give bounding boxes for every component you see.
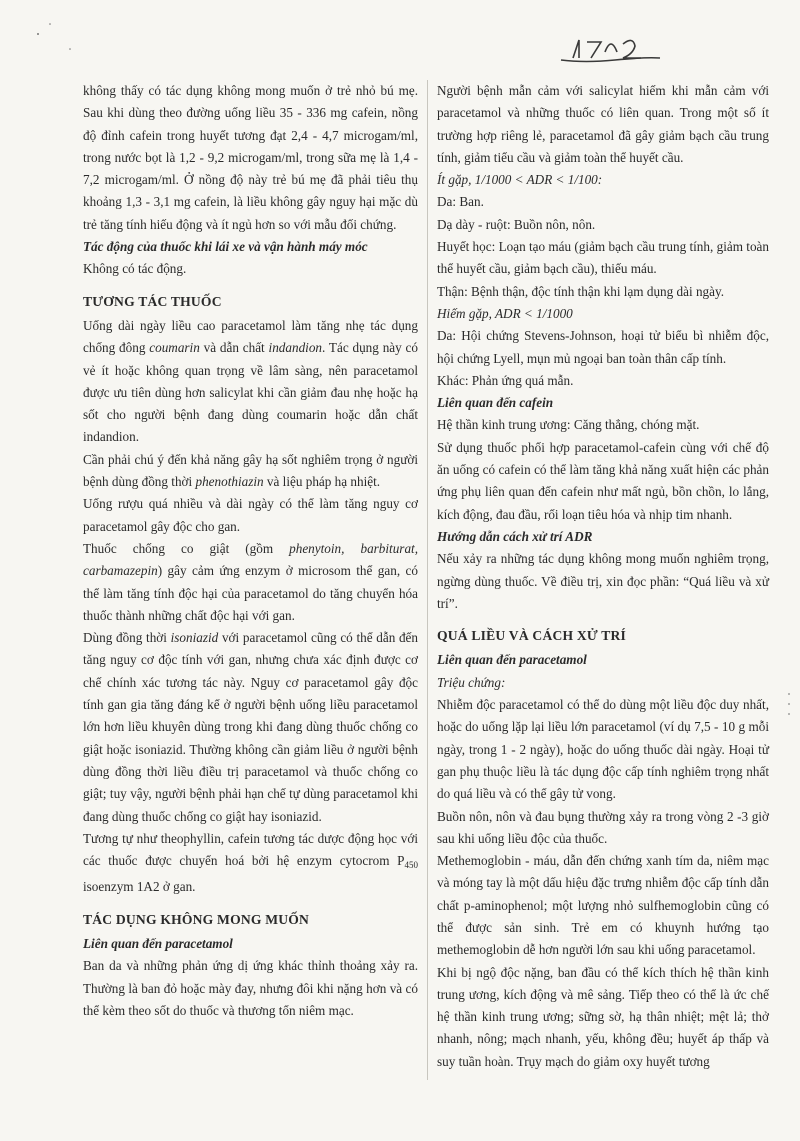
interaction-alcohol: Uống rượu quá nhiều và dài ngày có thể làm tăng nguy cơ paracetamol gây độc cho gan. (83, 496, 418, 534)
overdose-p4: Khi bị ngộ độc nặng, ban đầu có thể kích thích hệ thần kinh trung ương, kích động và mê sảng. Tiếp theo có thể là ức chế hệ thần kinh trung ương; sững sờ, hạ thân nhiệt; mệt lả; thở nhanh, nông; mạch nhanh, yếu, không đều; huyết áp thấp và suy tuần hoàn. Trụy mạch do giảm oxy huyết tương (437, 964, 769, 1069)
driving-text: Không có tác động. (83, 261, 187, 277)
right-column (437, 80, 769, 1073)
uncommon-skin: Da: Ban. (437, 194, 484, 210)
caffeine-cns: Hệ thần kinh trung ương: Căng thẳng, chóng mặt. (437, 417, 700, 433)
caffeine-combination: Sử dụng thuốc phối hợp paracetamol-cafein cùng với chế độ ăn uống có cafein có thể làm tăng khả năng xuất hiện các phản ứng phụ liên quan đến cafein như mất ngủ, bồn chồn, lo lắng, kích động, đau đầu, rối loạn tiêu hóa và nhịp tim nhanh. (437, 439, 769, 522)
rare-heading: Hiếm gặp, ADR < 1/1000 (437, 305, 573, 321)
interaction-caffeine: Tương tự như theophyllin, cafein tương tác dược động học với các thuốc được chuyển hoá bởi hệ enzym cytocrom $P_{450}$ isoenzym 1A2 ở gan. (83, 830, 418, 895)
interaction-phenothiazin: Cần phải chú ý đến khả năng gây hạ sốt nghiêm trọng ở người bệnh dùng đồng thời phenothiazin và liệu pháp hạ nhiệt. (83, 451, 418, 490)
adverse-effects-heading: TÁC DỤNG KHÔNG MONG MUỐN (83, 911, 310, 927)
handwritten-mark-icon (555, 30, 665, 70)
adverse-paracetamol-text: Ban da và những phản ứng dị ứng khác thỉnh thoảng xảy ra. Thường là ban đỏ hoặc mày đay, nhưng đôi khi nặng hơn và có thể kèm theo sốt do thuốc và thương tổn niêm mạc. (83, 958, 418, 1018)
symptoms-heading: Triệu chứng: (437, 674, 506, 690)
adr-heading: Hướng dẫn cách xử trí ADR (437, 528, 593, 544)
interactions-heading: TƯƠNG TÁC THUỐC (83, 293, 222, 309)
scan-specks (30, 14, 80, 54)
hypersensitivity-paragraph: Người bệnh mẫn cảm với salicylat hiếm khi mẫn cảm với paracetamol và những thuốc có liên quan. Trong một số ít trường hợp riêng lẻ, paracetamol đã gây giảm bạch cầu trung tính, giảm tiểu cầu và giảm toàn thể huyết cầu. (437, 83, 769, 165)
driving-heading: Tác động của thuốc khi lái xe và vận hành máy móc (83, 239, 368, 255)
column-divider (427, 80, 428, 1080)
uncommon-heading: Ít gặp, 1/1000 < ADR < 1/100: (437, 172, 603, 188)
scan-edge-marks (786, 690, 792, 720)
rare-other: Khác: Phản ứng quá mẫn. (437, 372, 574, 388)
handwritten-page-number (555, 30, 665, 70)
overdose-paracetamol-subheading: Liên quan đến paracetamol (437, 652, 587, 668)
overdose-p1: Nhiễm độc paracetamol có thể do dùng một liều độc duy nhất, hoặc do uống lặp lại liều lớn paracetamol (ví dụ 7,5 - 10 g mỗi ngày, trong 1 - 2 ngày), hoặc do uống thuốc dài ngày. Hoại tử gan phụ thuộc liều là tác dụng độc cấp tính nghiêm trọng nhất do quá liều và có thể gây tử vong. (437, 697, 769, 802)
interaction-anticonvulsants: Thuốc chống co giật (gồm phenytoin, barbiturat, carbamazepin) gây cảm ứng enzym ở microsom thể gan, có thể làm tăng tính độc hại của paracetamol do tăng chuyển hóa thuốc thành những chất độc hại với gan. (83, 540, 418, 623)
overdose-p3: Methemoglobin - máu, dẫn đến chứng xanh tím da, niêm mạc và móng tay là một dấu hiệu đặc trưng nhiễm độc cấp tính dẫn chất p-aminophenol; một lượng nhỏ sulfhemoglobin cũng có thể được sản sinh. Trẻ em có khuynh hướng tạo methemoglobin dễ hơn người lớn sau khi uống paracetamol. (437, 853, 769, 958)
adr-text: Nếu xảy ra những tác dụng không mong muốn nghiêm trọng, ngừng dùng thuốc. Về điều trị, xin đọc phần: “Quá liều và xử trí”. (437, 551, 769, 611)
interaction-isoniazid: Dùng đồng thời isoniazid với paracetamol cũng có thể dẫn đến tăng nguy cơ độc tính với gan, nhưng chưa xác định được cơ chế chính xác tương tác này. Nguy cơ paracetamol gây độc tính gan gia tăng đáng kể ở người bệnh uống liều paracetamol lớn hơn liều khuyên dùng trong khi đang dùng thuốc chống co giật hoặc isoniazid. Thường không cần giảm liều ở người bệnh dùng đồng thời liều điều trị paracetamol và thuốc chống co giật; tuy vậy, người bệnh phải hạn chế tự dùng paracetamol khi đang dùng thuốc chống co giật hay isoniazid. (83, 630, 419, 824)
uncommon-kidney: Thận: Bệnh thận, độc tính thận khi lạm dụng dài ngày. (437, 283, 725, 299)
uncommon-gi: Dạ dày - ruột: Buồn nôn, nôn. (437, 216, 596, 232)
adverse-paracetamol-subheading: Liên quan đến paracetamol (83, 935, 233, 951)
overdose-p2: Buồn nôn, nôn và đau bụng thường xảy ra trong vòng 2 -3 giờ sau khi uống liều độc của thuốc. (437, 808, 769, 846)
overdose-heading: QUÁ LIỀU VÀ CÁCH XỬ TRÍ (437, 628, 627, 644)
left-column (83, 80, 418, 1022)
interaction-coumarin: Uống dài ngày liều cao paracetamol làm tăng nhẹ tác dụng chống đông coumarin và dẫn chất indandion. Tác dụng này có vẻ ít hoặc không quan trọng về lâm sàng, nên paracetamol được ưu tiên dùng hơn salicylat khi cần giảm đau nhẹ hoặc hạ sốt cho người bệnh đang dùng coumarin hoặc dẫn chất indandion. (83, 317, 418, 445)
breastfeeding-paragraph: không thấy có tác dụng không mong muốn ở trẻ nhỏ bú mẹ. Sau khi dùng theo đường uống liều 35 - 336 mg cafein, nồng độ đỉnh cafein trong huyết tương đạt 2,4 - 4,7 microgam/ml, trong nước bọt là 1,2 - 9,2 microgam/ml, trong sữa mẹ là 1,4 - 7,2 microgam/ml. Ở nồng độ này trẻ bú mẹ đã phải tiêu thụ khoảng 1,3 - 3,1 mg cafein, là liều không gây nguy hại mặc dù trẻ tăng tính hiếu động và ít ngủ hơn so với mẫu đối chứng. (83, 83, 418, 232)
caffeine-heading: Liên quan đến cafein (437, 395, 554, 411)
rare-skin: Da: Hội chứng Stevens-Johnson, hoại tử biểu bì nhiễm độc, hội chứng Lyell, mụn mủ ngoại ban toàn thân cấp tính. (437, 328, 769, 366)
uncommon-blood: Huyết học: Loạn tạo máu (giảm bạch cầu trung tính, giảm toàn thể huyết cầu, giảm bạch cầu), thiếu máu. (437, 239, 769, 277)
